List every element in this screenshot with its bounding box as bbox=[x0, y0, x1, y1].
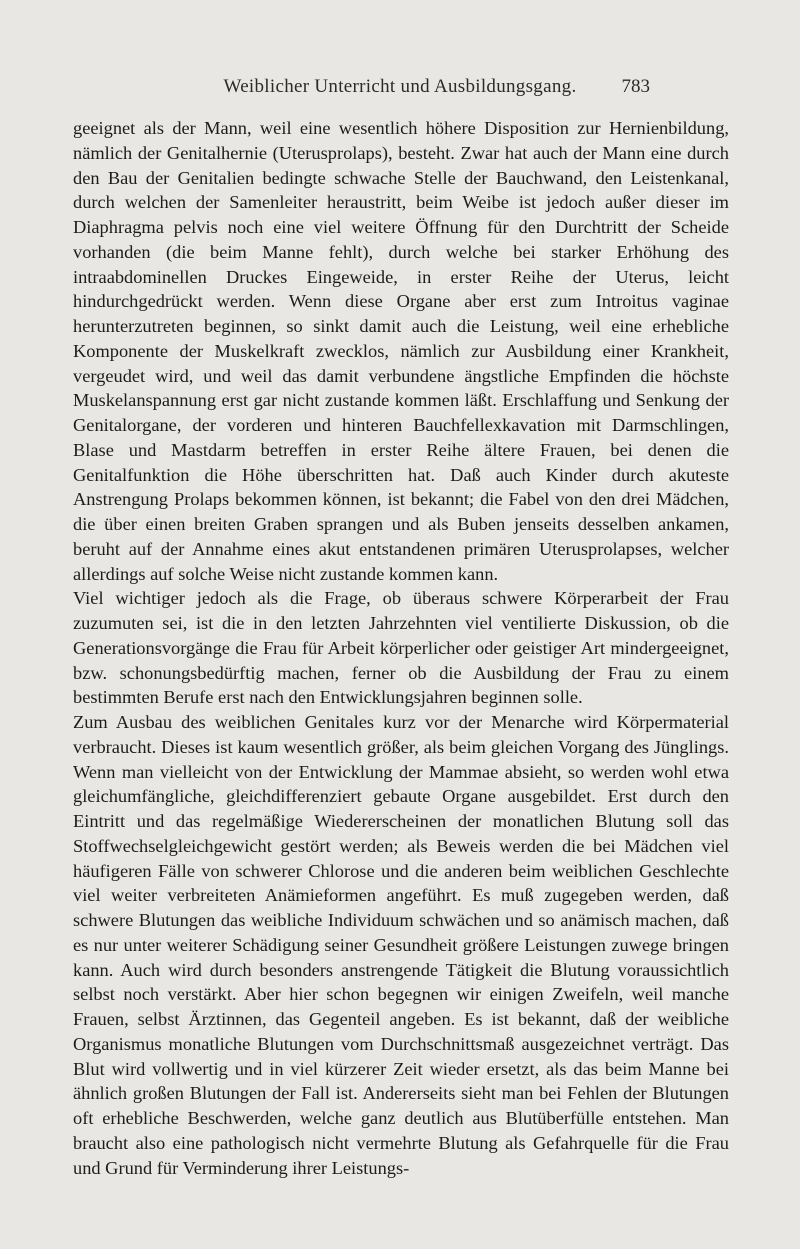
paragraph: Viel wichtiger jedoch als die Frage, ob überaus schwere Körperarbeit der Frau zuzumuten sei, ist die in den letzten Jahrzehnten viel ventilierte Diskussion, ob die Generationsvorgänge die Frau für Arbeit körperlicher oder geistiger Art mindergeeignet, bzw. schonungsbedürftig machen, ferner ob die Ausbildung der Frau zu einem bestimmten Berufe erst nach den Entwicklungsjahren beginnen solle. bbox=[73, 588, 729, 708]
paragraph: Zum Ausbau des weiblichen Genitales kurz vor der Menarche wird Körpermaterial verbraucht. Dieses ist kaum wesentlich größer, als beim gleichen Vorgang des Jünglings. Wenn man vielleicht von der Entwicklung der Mammae absieht, so werden wohl etwa gleichumfängliche, gleichdifferenziert gebaute Organe ausgebildet. Erst durch den Eintritt und das regelmäßige Wiedererscheinen der monatlichen Blutung soll das Stoffwechselgleichgewicht gestört werden; als Beweis werden die bei Mädchen viel häufigeren Fälle von schwerer Chlorose und die anderen beim weiblichen Geschlechte viel weiter verbreiteten Anämieformen angeführt. Es muß zugegeben werden, daß schwere Blutungen das weibliche Individuum schwächen und so anämisch machen, daß es nur unter weiterer Schädigung seiner Gesundheit größere Leistungen zuwege bringen kann. Auch wird durch besonders anstrengende Tätigkeit die Blutung voraussichtlich selbst noch verstärkt. Aber hier schon begegnen wir einigen Zweifeln, weil manche Frauen, selbst Ärztinnen, das Gegenteil angeben. Es ist bekannt, daß der weibliche Organismus monatliche Blutungen vom Durchschnittsmaß ausgezeichnet verträgt. Das Blut wird vollwertig und in viel kürzerer Zeit wieder ersetzt, als das beim Manne bei ähnlich großen Blutungen der Fall ist. Andererseits sieht man bei Fehlen der Blutungen oft erhebliche Beschwerden, welche ganz deutlich aus Blutüberfülle entstehen. Man braucht also eine pathologisch nicht vermehrte Blutung als Gefahrquelle für die Frau und Grund für Verminderung ihrer Leistungs- bbox=[73, 712, 729, 1178]
paragraph: geeignet als der Mann, weil eine wesentlich höhere Disposition zur Hernienbildung, nämlich der Genitalhernie (Uterusprolaps), besteht. Zwar hat auch der Mann eine durch den Bau der Genitalien bedingte schwache Stelle der Bauchwand, den Leistenkanal, durch welchen der Samenleiter heraustritt, beim Weibe ist jedoch außer dieser im Diaphragma pelvis noch eine viel weitere Öffnung für den Durchtritt der Scheide vorhanden (die beim Manne fehlt), durch welche bei starker Erhöhung des intraabdominellen Druckes Eingeweide, in erster Reihe der Uterus, leicht hindurchgedrückt werden. Wenn diese Organe aber erst zum Introitus vaginae herunterzutreten beginnen, so sinkt damit auch die Leistung, weil eine erhebliche Komponente der Muskelkraft zwecklos, nämlich zur Ausbildung einer Krankheit, vergeudet wird, und weil das damit verbundene ängstliche Empfinden die höchste Muskelanspannung erst gar nicht zustande kommen läßt. Erschlaffung und Senkung der Genitalorgane, der vorderen und hinteren Bauchfellexkavation mit Darmschlingen, Blase und Mastdarm betreffen in erster Reihe ältere Frauen, bei denen die Genitalfunktion die Höhe überschritten hat. Daß auch Kinder durch akuteste Anstrengung Prolaps bekommen können, ist bekannt; die Fabel von den drei Mädchen, die über einen breiten Graben sprangen und als Buben jenseits desselben ankamen, beruht auf der Annahme eines akut entstandenen primären Uterusprolapses, welcher allerdings auf solche Weise nicht zustande kommen kann. bbox=[73, 118, 729, 584]
page-number: 783 bbox=[621, 76, 650, 97]
running-title: Weiblicher Unterricht und Ausbildungsgang. bbox=[223, 76, 577, 97]
page-header bbox=[190, 76, 650, 106]
body-text bbox=[73, 116, 729, 1180]
